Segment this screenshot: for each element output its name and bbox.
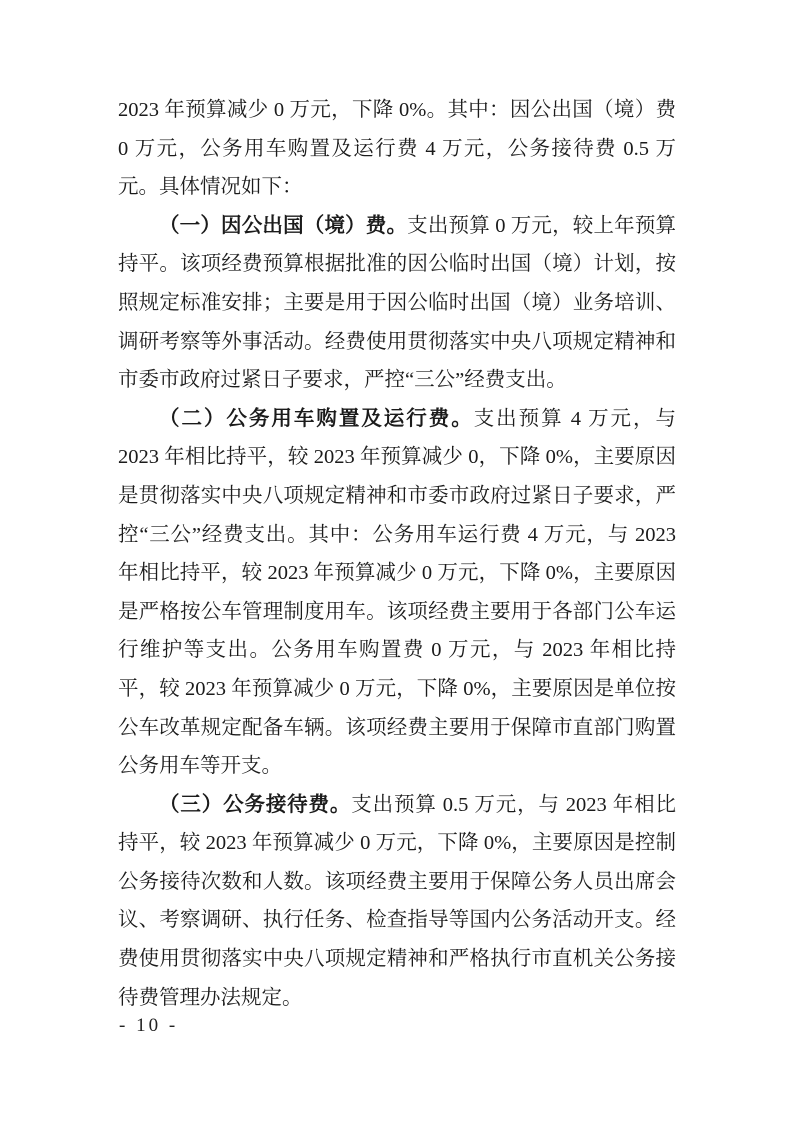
intro-paragraph-text: 2023 年预算减少 0 万元，下降 0%。其中：因公出国（境）费 0 万元，公务用车购置及运行费 4 万元，公务接待费 0.5 万元。具体情况如下： — [118, 99, 676, 199]
section-1-body: 支出预算 0 万元，较上年预算持平。该项经费预算根据批准的因公临时出国（境）计划，按照规定标准安排；主要是用于因公临时出国（境）业务培训、调研考察等外事活动。经费使用贯彻落实中央八项规定精神和市委市政府过紧日子要求，严控“三公”经费支出。 — [118, 214, 677, 392]
section-2-paragraph — [118, 400, 676, 786]
section-2-body: 支出预算 4 万元，与 2023 年相比持平，较 2023 年预算减少 0，下降 0%，主要原因是贯彻落实中央八项规定精神和市委市政府过紧日子要求，严控“三公”经费支出。其中：公务用车运行费 4 万元，与 2023 年相比持平，较 2023 年预算减少 0 万元，下降 0%，主要原因是严格按公车管理制度用车。该项经费主要用于各部门公车运行维护等支出。公务用车购置费 0 万元，与 2023 年相比持平，较 2023 年预算减少 0 万元，下降 0%，主要原因是单位按公车改革规定配备车辆。该项经费主要用于保障市直部门购置公务用车等开支。 — [118, 407, 677, 778]
section-3-body: 支出预算 0.5 万元，与 2023 年相比持平，较 2023 年预算减少 0 万元，下降 0%，主要原因是控制公务接待次数和人数。该项经费主要用于保障公务人员出席会议、考察调研、执行任务、检查指导等国内公务活动开支。经费使用贯彻落实中央八项规定精神和严格执行市直机关公务接待费管理办法规定。 — [118, 793, 677, 1009]
section-3-paragraph — [118, 786, 676, 1018]
section-1-paragraph — [118, 207, 676, 400]
page-number: - 10 - — [119, 1015, 179, 1036]
section-3-heading: （三）公务接待费。 — [159, 793, 352, 816]
intro-paragraph — [118, 91, 676, 207]
section-2-heading: （二）公务用车购置及运行费。 — [159, 407, 474, 430]
section-1-heading: （一）因公出国（境）费。 — [159, 214, 408, 237]
document-body — [118, 91, 676, 1017]
